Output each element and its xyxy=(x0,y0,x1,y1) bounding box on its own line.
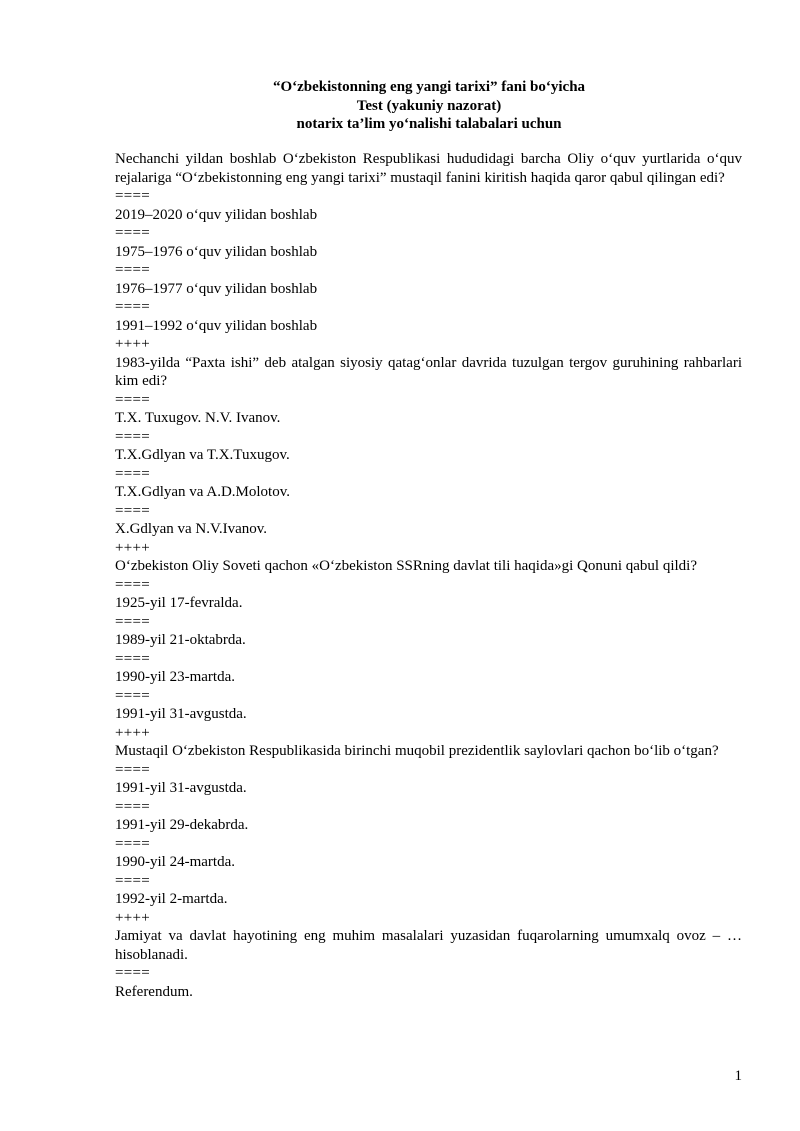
answer-option: 1991-yil 29-dekabrda. xyxy=(115,817,249,833)
answer-separator: ==== xyxy=(115,391,151,408)
answer-separator: ==== xyxy=(115,465,151,482)
answer-separator: ==== xyxy=(115,576,151,593)
answer-option: 1991-yil 31-avgustda. xyxy=(115,780,247,796)
answer-separator: ==== xyxy=(115,687,151,704)
question-text: Jamiyat va davlat hayotining eng muhim masalalari yuzasidan fuqarolarning umumxalq ovoz – … hisoblanadi. xyxy=(115,928,742,963)
question-text: Nechanchi yildan boshlab O‘zbekiston Respublikasi hududidagi barcha Oliy o‘quv yurtlarida o‘quv rejalariga “O‘zbekistonning eng yangi tarixi” mustaqil fanini kiritish haqida qaror qabul qilingan edi? xyxy=(115,151,742,186)
answer-separator: ==== xyxy=(115,262,151,278)
question-text: O‘zbekiston Oliy Soveti qachon «O‘zbekiston SSRning davlat tili haqida»gi Qonuni qabul qildi? xyxy=(115,558,698,574)
answer-separator: ==== xyxy=(115,428,151,445)
answer-option: Referendum. xyxy=(115,983,193,1000)
document-header xyxy=(0,78,800,134)
question-separator: ++++ xyxy=(115,336,151,352)
document-audience: notarix ta’lim yo‘nalishi talabalari uchun xyxy=(296,116,562,132)
answer-separator: ==== xyxy=(115,299,151,315)
answer-separator: ==== xyxy=(115,761,151,778)
document-subtitle: Test (yakuniy nazorat) xyxy=(356,97,502,114)
answer-separator: ==== xyxy=(115,835,151,852)
answer-option: T.X.Gdlyan va T.X.Tuxugov. xyxy=(115,447,290,463)
answer-option: 1976–1977 o‘quv yilidan boshlab xyxy=(115,280,318,297)
question-separator: ++++ xyxy=(115,909,151,926)
answer-separator: ==== xyxy=(115,188,151,204)
answer-separator: ==== xyxy=(115,650,151,667)
answer-option: 1975–1976 o‘quv yilidan boshlab xyxy=(115,243,318,260)
answer-option: X.Gdlyan va N.V.Ivanov. xyxy=(115,521,268,537)
answer-separator: ==== xyxy=(115,965,151,981)
answer-option: 1991-yil 31-avgustda. xyxy=(115,706,247,722)
answer-option: 1989-yil 21-oktabrda. xyxy=(115,632,246,648)
answer-option: 2019–2020 o‘quv yilidan boshlab xyxy=(115,206,318,223)
answer-option: T.X.Gdlyan va A.D.Molotov. xyxy=(115,484,290,500)
page-number: 1 xyxy=(734,1068,742,1084)
answer-option: 1990-yil 24-martda. xyxy=(115,854,235,870)
answer-separator: ==== xyxy=(115,613,151,630)
answer-option: T.X. Tuxugov. N.V. Ivanov. xyxy=(115,410,281,426)
test-content xyxy=(115,150,742,1001)
answer-option: 1990-yil 23-martda. xyxy=(115,669,235,685)
answer-option: 1991–1992 o‘quv yilidan boshlab xyxy=(115,317,318,334)
question-separator: ++++ xyxy=(115,539,151,556)
document-title: “O‘zbekistonning eng yangi tarixi” fani bo‘yicha xyxy=(272,79,586,95)
question-text: 1983-yilda “Paxta ishi” deb atalgan siyosiy qatag‘onlar davrida tuzulgan tergov guruhining rahbarlari kim edi? xyxy=(115,354,742,389)
answer-option: 1992-yil 2-martda. xyxy=(115,891,228,907)
answer-separator: ==== xyxy=(115,872,151,889)
answer-separator: ==== xyxy=(115,225,151,241)
answer-option: 1925-yil 17-fevralda. xyxy=(115,595,243,611)
answer-separator: ==== xyxy=(115,502,151,519)
question-separator: ++++ xyxy=(115,724,151,741)
question-text: Mustaqil O‘zbekiston Respublikasida birinchi muqobil prezidentlik saylovlari qachon bo‘lib o‘tgan? xyxy=(115,743,719,759)
answer-separator: ==== xyxy=(115,798,151,815)
